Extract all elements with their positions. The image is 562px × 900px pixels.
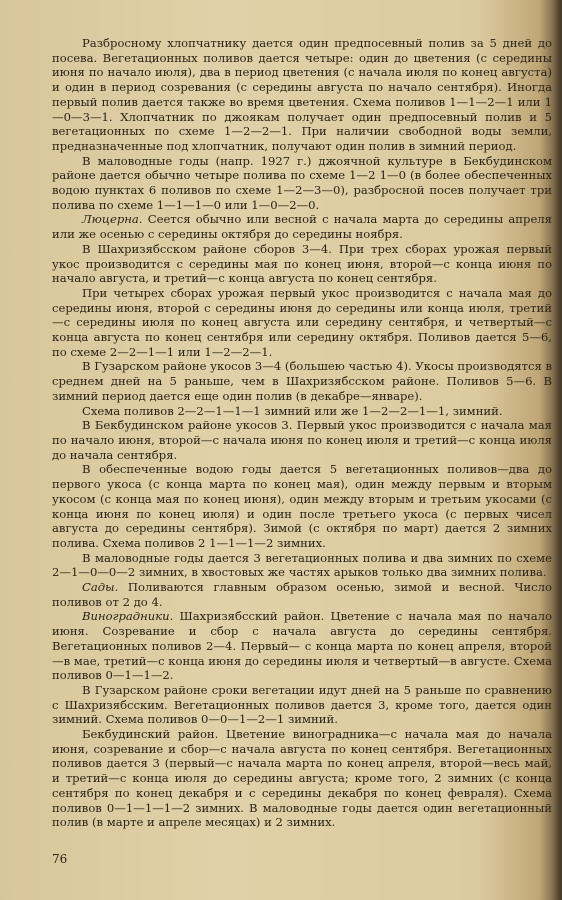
page-number: 76 (52, 852, 68, 866)
paragraph-vinogradniki: Виноградники. Шахризябсский район. Цветение с начала мая по начало июня. Созревание и сбор с начала августа до середины сентября. Вегетационных поливов 2—4. Первый— с конца марта по конец апреля, второй—в мае, третий—с конца июня до середины июля и четвертый—в августе. Схема поливов 0—1—1—2. (52, 609, 553, 683)
paragraph-malovodnye-1927: В маловодные годы (напр. 1927 г.) джоячной культуре в Бекбудинском районе дается обычно четыре полива по схеме 1—2 1—0 (в более обеспеченных водою пунктах 6 поливов по схеме 1—2—3—0), разбросной посев получает три полива по схеме 1—1—1—0 или 1—0—2—0. (52, 153, 552, 212)
body-text (52, 36, 552, 830)
paragraph-razbrosnomu: Разбросному хлопчатнику дается один предпосевный полив за 5 дней до посева. Вегетационных поливов дается четыре: один до цветения (с середины июня по начало июля), два в период цветения (с начала июля по конец августа) и один в период созревания (с середины августа по начало сентября). Иногда первый полив дается также во время цветения. Схема поливов 1—1—2—1 или 1—0—3—1. Хлопчатник по джоякам получает один предпосевный полив и 5 вегетационных по схеме 1—2—2—1. При наличии свободной воды земли, предназначенные под хлопчатник, получают один полив в зимний период. (52, 36, 552, 153)
section-heading-lyucerna: Люцерна. (82, 212, 143, 227)
paragraph-obespechennye-gody: В обеспеченные водою годы дается 5 вегетационных поливов—два до первого укоса (с конца марта по конец мая), один между первым и вторым укосом (с конца мая по конец июня), один между вторым и третьим укосами (с конца июня по конец июля) и один после третьего укоса (с первых чисел августа до середины сентября). Зимой (с октября по март) дается 2 зимних полива. Схема поливов 2 1—1—1—2 зимних. (52, 462, 552, 550)
paragraph-bekbudin-ukosy: В Бекбудинском районе укосов 3. Первый укос производится с начала мая по начало июня, второй—с начала июня по конец июля и третий—с конца июля до начала сентября. (52, 418, 552, 462)
paragraph-malovodnye-gody: В маловодные годы дается 3 вегетационных полива и два зимних по схеме 2—1—0—0—2 зимних, в хвостовых же частях арыков только два зимних полива. (52, 550, 552, 580)
paragraph-shema-poliwov: Схема поливов 2—2—1—1—1 зимний или же 1—2—2—1—1, зимний. (82, 403, 503, 418)
paragraph-guzar-ukosy: В Гузарском районе укосов 3—4 (большею частью 4). Укосы производятся в среднем дней на 5 раньше, чем в Шахризябсском районе. Поливов 5—6. В зимний период дается еще один полив (в декабре—январе). (52, 359, 552, 403)
section-heading-sady: Сады. (82, 580, 119, 595)
paragraph-lyucerna: Люцерна. Сеется обычно или весной с начала марта до середины апреля или же осенью с середины октября до середины ноября. (52, 212, 552, 242)
paragraph-shahrizyabs-sbory: В Шахризябсском районе сборов 3—4. При трех сборах урожая первый укос производится с середины мая по конец июня, второй—с конца июня по начало августа, и третий—с конца августа по конец сентября. (52, 241, 552, 286)
paragraph-guzar-vegetaciya: В Гузарском районе сроки вегетации идут дней на 5 раньше по сравнению с Шахризябсским. Вегетационных поливов дается 3, кроме того, дается один зимний. Схема поливов 0—0—1—2—1 зимний. (52, 682, 552, 727)
book-spine-shadow (552, 0, 562, 900)
paragraph-chetyre-sbora: При четырех сборах урожая первый укос производится с начала мая до середины июня, второй с середины июня до середины или конца июля, третий—с середины июля по конец августа или середину сентября, и четвертый—с конца августа по конец сентября или середину октября. Поливов дается 5—6, по схеме 2—2—1—1 или 1—2—2—1. (52, 285, 552, 359)
section-heading-vinogradniki: Виноградники. (82, 609, 174, 624)
paragraph-sady: Сады. Поливаются главным образом осенью, зимой и весной. Число поливов от 2 до 4. (52, 580, 552, 609)
paragraph-bekbudin-vinograd: Бекбудинский район. Цветение виноградника—с начала мая до начала июня, созревание и сбор—с начала августа по конец сентября. Вегетационных поливов дается 3 (первый—с начала марта по конец апреля, второй—весь май, и третий—с конца июля до середины августа; кроме того, 2 зимних (с конца сентября по конец декабря и с середины декабря по конец февраля). Схема поливов 0—1—1—1—2 зимних. В маловодные годы дается один вегетационный полив (в марте и апреле месяцах) и 2 зимних. (52, 727, 552, 830)
